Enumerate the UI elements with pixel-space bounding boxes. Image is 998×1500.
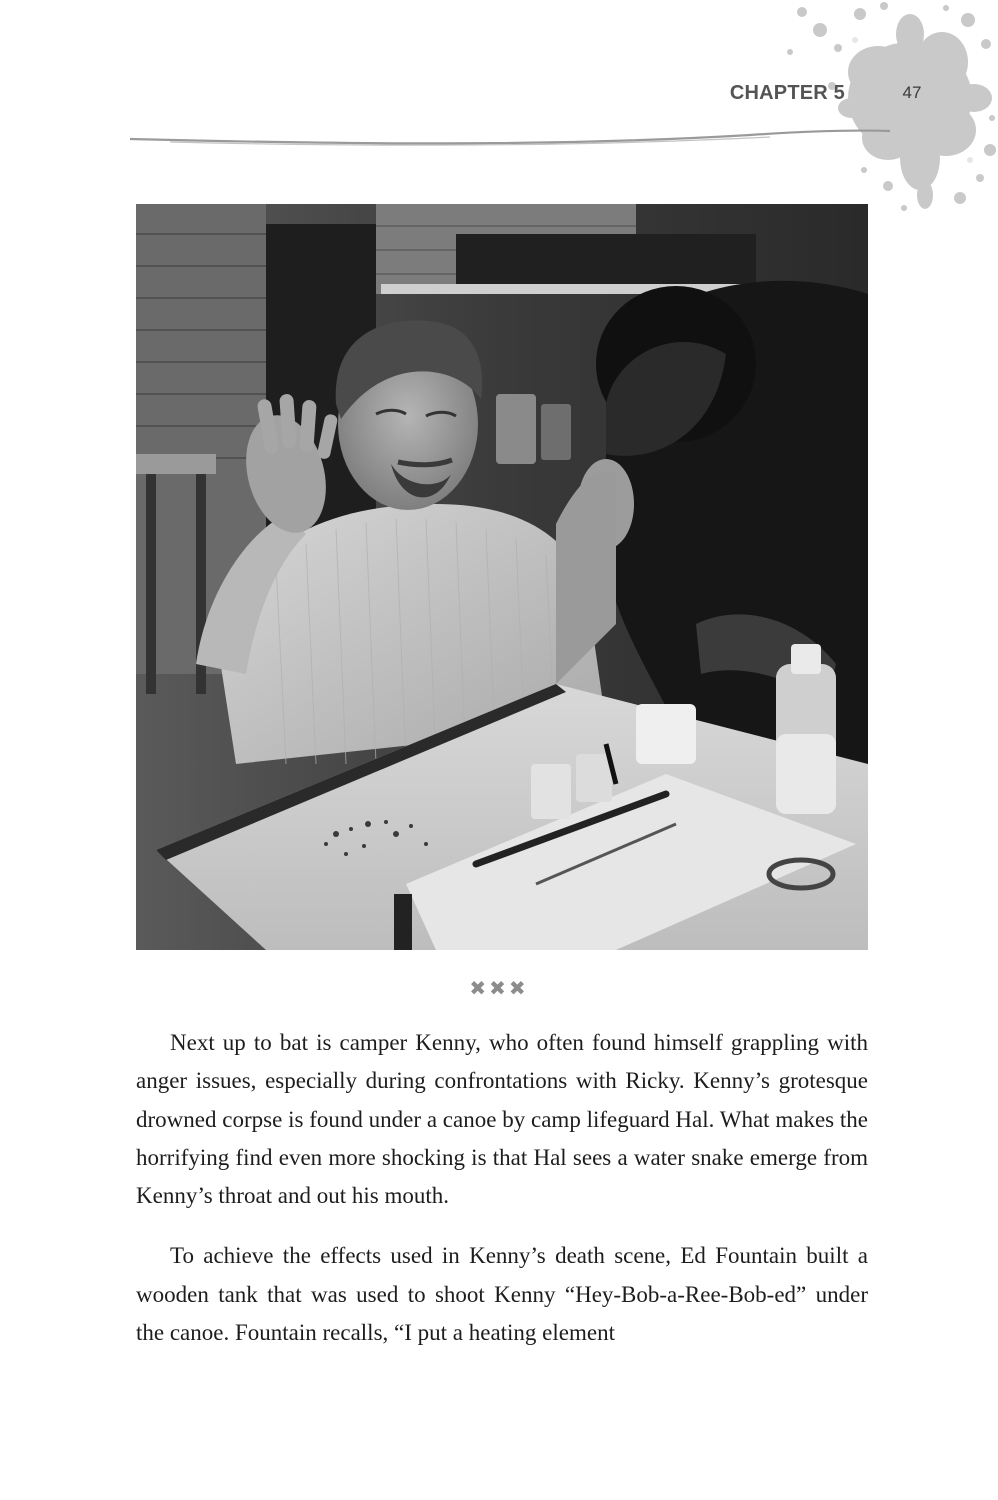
body-text <box>136 1024 868 1352</box>
section-break-ornament: ✖✖✖ <box>469 976 529 1000</box>
photograph <box>136 204 868 950</box>
running-head-chapter: CHAPTER 5 <box>729 82 845 104</box>
paragraph: Next up to bat is camper Kenny, who often found himself grappling with anger issues, especially during confrontations with Ricky. Kenny’s grotesque drowned corpse is found under a canoe by camp lifeguard Hal. What makes the horrifying find even more shocking is that Hal sees a water snake emerge from Kenny’s throat and out his mouth. <box>136 1030 868 1209</box>
paragraph: To achieve the effects used in Kenny’s death scene, Ed Fountain built a wooden tank that was used to shoot Kenny “Hey-Bob-a-Ree-Bob-ed” under the canoe. Fountain recalls, “I put a heating element <box>136 1243 868 1346</box>
header-rule <box>130 125 890 155</box>
page-number: 47 <box>902 83 922 102</box>
ink-splatter-decoration <box>760 0 998 215</box>
